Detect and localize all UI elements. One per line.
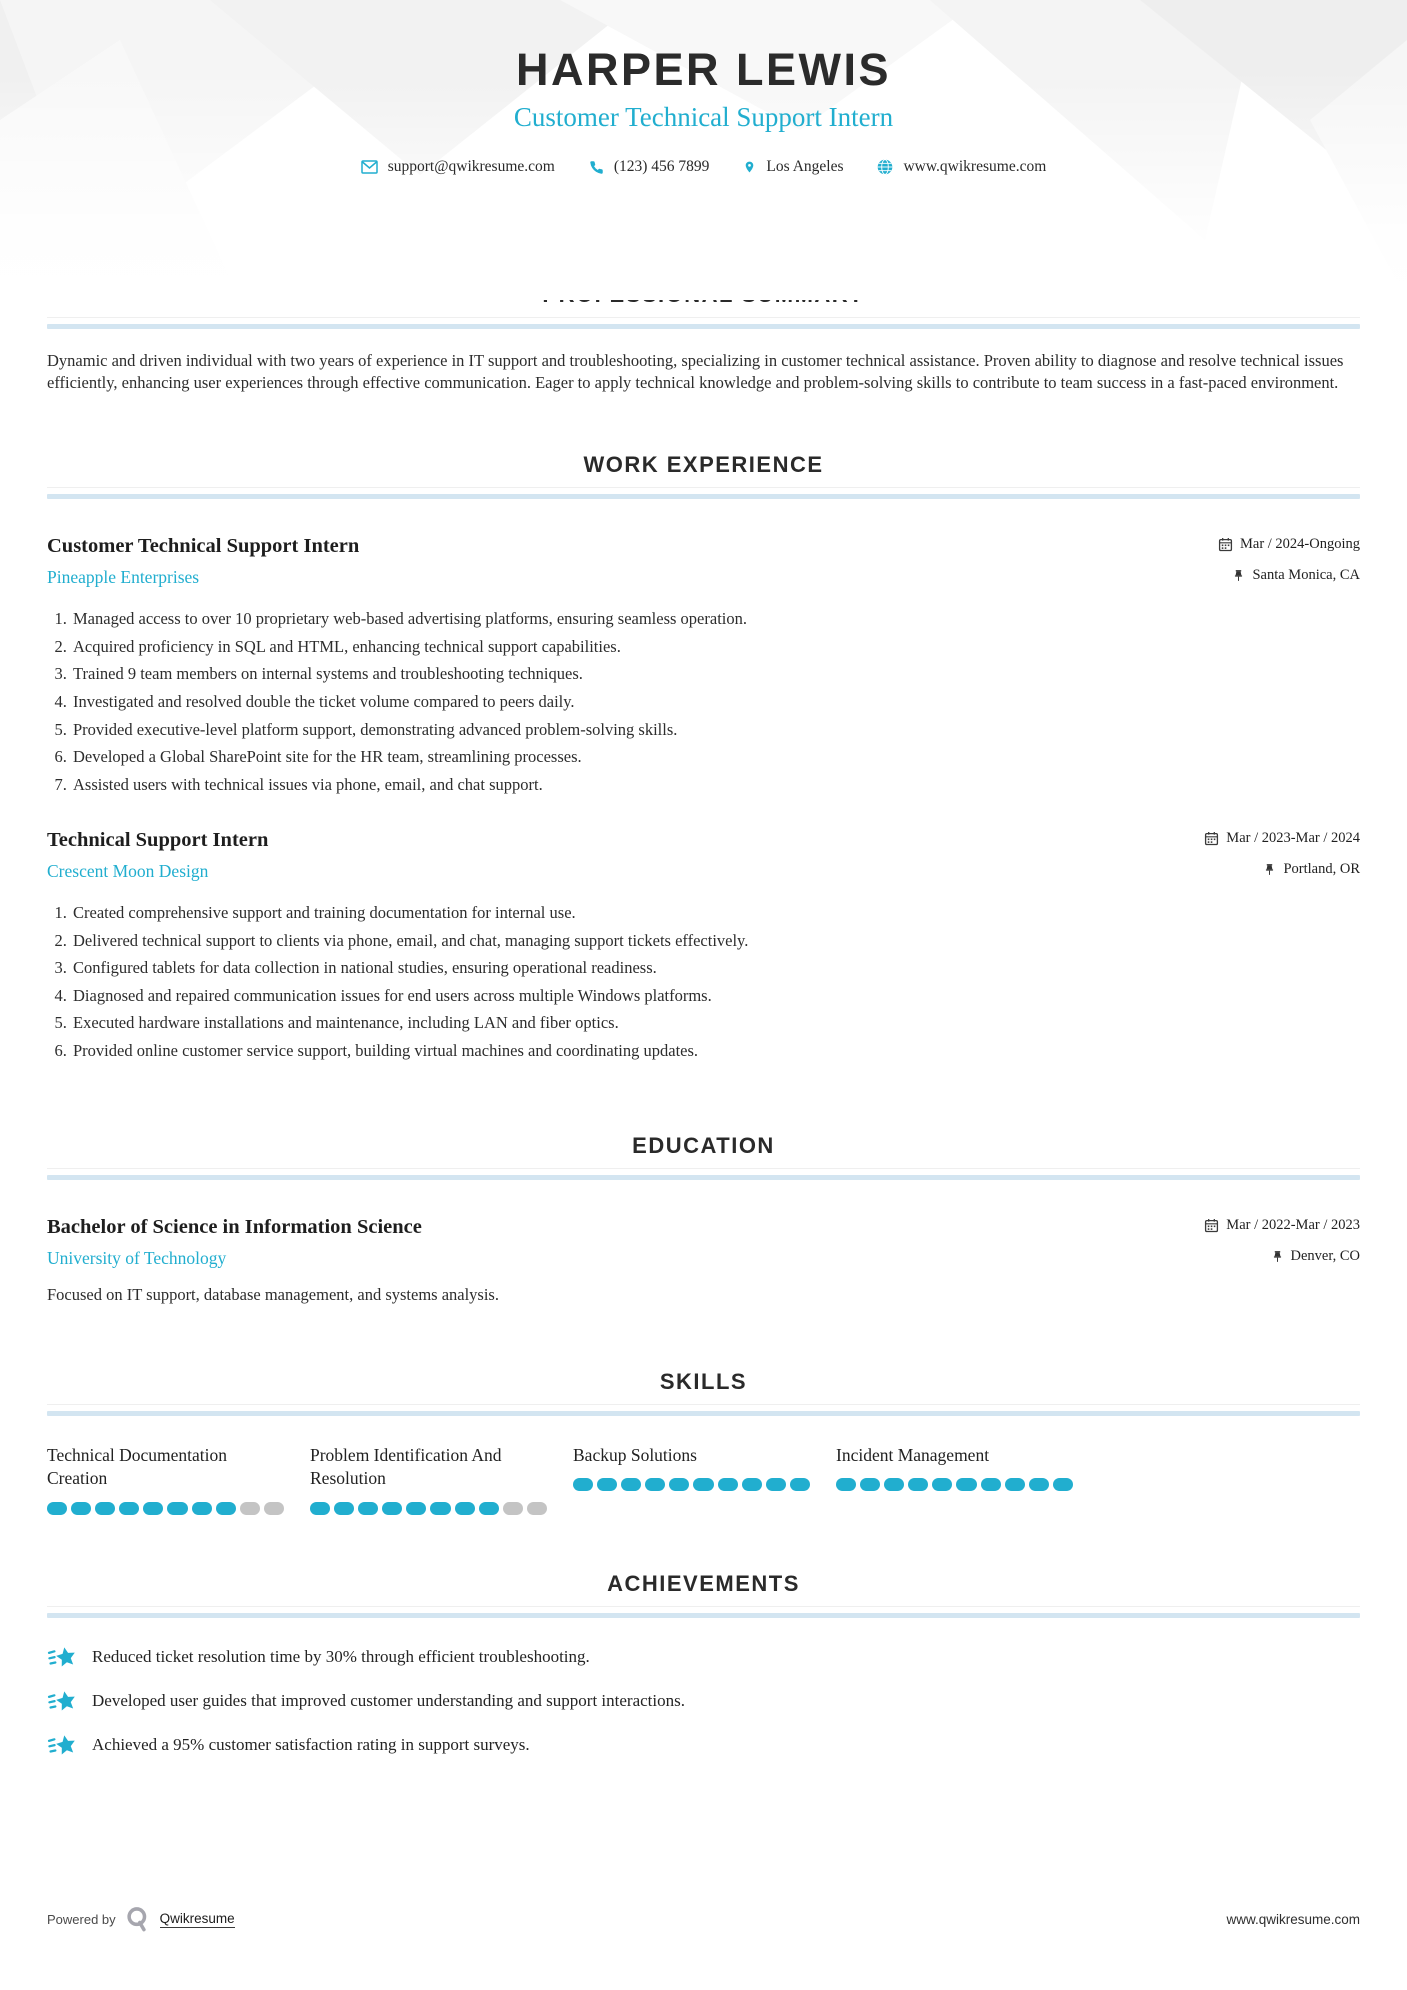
- achievement-item: [47, 1732, 1360, 1759]
- job-location-text: Santa Monica, CA: [1252, 567, 1360, 584]
- job-bullet-list: [47, 608, 1360, 795]
- skill-level-bar: [47, 1502, 284, 1515]
- section-skills: [47, 1369, 1360, 1515]
- pushpin-icon: [1232, 568, 1245, 583]
- job-bullet: 6. Developed a Global SharePoint site for the HR team, streamlining processes.: [71, 746, 1360, 767]
- section-divider-hairline: [47, 487, 1360, 488]
- section-divider-hairline: [47, 1404, 1360, 1405]
- school-name: University of Technology: [47, 1248, 227, 1269]
- section-divider-hairline: [47, 317, 1360, 318]
- job-bullet: 2. Acquired proficiency in SQL and HTML, enhancing technical support capabilities.: [71, 636, 1360, 657]
- job-bullet: 5. Provided executive-level platform support, demonstrating advanced problem-solving skills.: [71, 719, 1360, 740]
- skill-name: Incident Management: [836, 1445, 990, 1466]
- resume-header: [0, 0, 1407, 232]
- job-location: [1263, 861, 1360, 878]
- section-divider-band: [47, 1613, 1360, 1618]
- calendar-icon: [1218, 537, 1233, 552]
- contact-phone: [589, 158, 710, 176]
- degree-title: Bachelor of Science in Information Science: [47, 1216, 422, 1239]
- job-dates: [1218, 536, 1360, 553]
- job-company: Pineapple Enterprises: [47, 567, 200, 588]
- job-bullet: 4. Investigated and resolved double the ticket volume compared to peers daily.: [71, 691, 1360, 712]
- shooting-star-icon: [47, 1688, 78, 1715]
- work-heading: WORK EXPERIENCE: [583, 452, 824, 478]
- contact-email-text: support@qwikresume.com: [387, 158, 555, 176]
- education-description: Focused on IT support, database management, and systems analysis.: [47, 1285, 499, 1305]
- job-bullet: 5. Executed hardware installations and maintenance, including LAN and fiber optics.: [71, 1012, 1360, 1033]
- job-dates: [1204, 830, 1360, 847]
- education-heading: EDUCATION: [632, 1133, 775, 1159]
- education-location: [1271, 1248, 1360, 1265]
- section-divider-band: [47, 324, 1360, 329]
- shooting-star-icon: [47, 1732, 78, 1759]
- job-bullet: 2. Delivered technical support to clients via phone, email, and chat, managing support tickets effectively.: [71, 930, 1360, 951]
- section-divider-band: [47, 1175, 1360, 1180]
- job-bullet: 4. Diagnosed and repaired communication issues for end users across multiple Windows platforms.: [71, 985, 1360, 1006]
- achievement-text: Reduced ticket resolution time by 30% through efficient troubleshooting.: [92, 1647, 590, 1667]
- job-title: Technical Support Intern: [47, 828, 269, 851]
- qwikresume-logo-icon: [126, 1906, 150, 1932]
- section-work-experience: [47, 452, 1360, 1061]
- contact-email[interactable]: [361, 158, 555, 176]
- skill-item: [47, 1444, 284, 1515]
- achievement-item: [47, 1644, 1360, 1671]
- resume-body: [0, 282, 1407, 1759]
- achievements-heading: ACHIEVEMENTS: [607, 1570, 800, 1596]
- job-dates-text: Mar / 2024-Ongoing: [1239, 536, 1360, 553]
- job-company: Crescent Moon Design: [47, 860, 209, 881]
- section-divider-band: [47, 494, 1360, 499]
- job-bullet: 6. Provided online customer service support, building virtual machines and coordinating updates.: [71, 1040, 1360, 1061]
- job-bullet: 1. Managed access to over 10 proprietary web-based advertising platforms, ensuring seamless operation.: [71, 608, 1360, 629]
- job-dates-text: Mar / 2023-Mar / 2024: [1226, 829, 1360, 846]
- powered-by-label: Powered by: [47, 1911, 116, 1927]
- contact-website-text: www.qwikresume.com: [903, 158, 1047, 176]
- skills-grid: [47, 1444, 1360, 1515]
- skill-item: [573, 1444, 810, 1491]
- achievement-item: [47, 1688, 1360, 1715]
- skill-name: Technical Documentation Creation: [47, 1445, 228, 1489]
- job-location-text: Portland, OR: [1283, 860, 1360, 877]
- skill-name: Backup Solutions: [573, 1445, 697, 1466]
- job-bullet: 1. Created comprehensive support and training documentation for internal use.: [71, 902, 1360, 923]
- phone-icon: [589, 160, 604, 175]
- pushpin-icon: [1263, 862, 1276, 877]
- envelope-icon: [361, 160, 378, 174]
- pushpin-icon: [1271, 1249, 1284, 1264]
- education-dates-text: Mar / 2022-Mar / 2023: [1226, 1217, 1360, 1234]
- contact-row: [0, 158, 1407, 176]
- skill-level-bar: [310, 1502, 547, 1515]
- education-dates: [1204, 1217, 1360, 1234]
- job-title: Customer Technical Support Intern: [47, 535, 360, 558]
- candidate-name: HARPER LEWIS: [515, 44, 891, 95]
- skill-item: [836, 1444, 1073, 1491]
- map-pin-icon: [743, 159, 756, 175]
- contact-location: [743, 158, 843, 176]
- achievement-text: Achieved a 95% customer satisfaction rating in support surveys.: [92, 1735, 530, 1755]
- qwikresume-link[interactable]: Qwikresume: [159, 1910, 235, 1926]
- candidate-job-title: Customer Technical Support Intern: [513, 102, 894, 133]
- achievements-list: [47, 1644, 1360, 1759]
- globe-icon: [877, 159, 893, 175]
- summary-text: Dynamic and driven individual with two years of experience in IT support and troubleshooting, specializing in customer technical assistance. Proven ability to diagnose and resolve technical issues efficiently, enhancing user experiences through effective communication. Eager to apply technical knowledge and problem-solving skills to contribute to team success in a fast-paced environment.: [47, 351, 1344, 393]
- section-divider-hairline: [47, 1606, 1360, 1607]
- education-entry: [47, 1216, 1360, 1305]
- section-education: [47, 1133, 1360, 1305]
- skills-heading: SKILLS: [659, 1369, 748, 1395]
- job-location: [1232, 567, 1360, 584]
- skill-level-bar: [836, 1478, 1073, 1491]
- job-entry: [47, 535, 1360, 795]
- section-divider-hairline: [47, 1168, 1360, 1169]
- job-bullet: 3. Configured tablets for data collection in national studies, ensuring operational readiness.: [71, 957, 1360, 978]
- education-location-text: Denver, CO: [1290, 1248, 1360, 1265]
- achievement-text: Developed user guides that improved customer understanding and support interactions.: [92, 1691, 685, 1711]
- footer-website[interactable]: www.qwikresume.com: [1226, 1911, 1360, 1927]
- skill-level-bar: [573, 1478, 810, 1491]
- calendar-icon: [1204, 831, 1219, 846]
- job-bullet-list: [47, 902, 1360, 1061]
- job-bullet: 3. Trained 9 team members on internal systems and troubleshooting techniques.: [71, 663, 1360, 684]
- calendar-icon: [1204, 1218, 1219, 1233]
- footer-branding: [47, 1906, 235, 1932]
- contact-phone-text: (123) 456 7899: [613, 158, 710, 176]
- job-entry: [47, 829, 1360, 1061]
- section-achievements: [47, 1571, 1360, 1759]
- skill-item: [310, 1444, 547, 1515]
- page-footer: [47, 1906, 1360, 1932]
- section-divider-band: [47, 1411, 1360, 1416]
- skill-name: Problem Identification And Resolution: [310, 1445, 502, 1489]
- job-bullet: 7. Assisted users with technical issues via phone, email, and chat support.: [71, 774, 1360, 795]
- contact-website[interactable]: [877, 158, 1046, 176]
- contact-location-text: Los Angeles: [766, 158, 844, 176]
- shooting-star-icon: [47, 1644, 78, 1671]
